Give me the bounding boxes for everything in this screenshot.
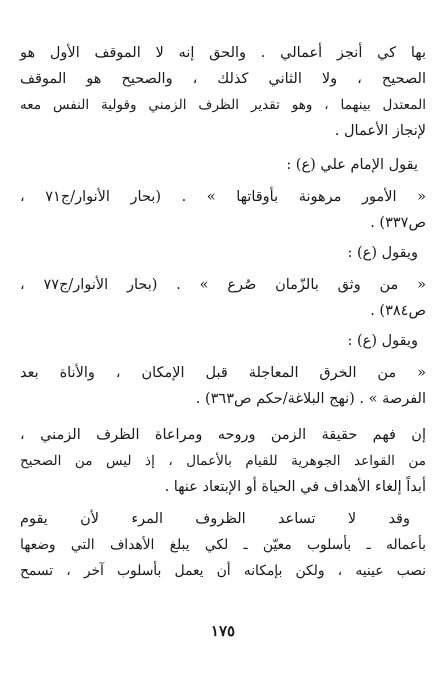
quote-intro: يقول الإمام علي (ع) : bbox=[286, 157, 418, 173]
text-line: المعتدل بينهما ، وهو تقدير الظرف الزمني وقولية النفس معه bbox=[20, 97, 426, 113]
text-line: أبداً إلغاء الأهداف في الحياة أو الإبتعاد عنها . bbox=[164, 479, 426, 495]
text-line: نصب عينيه ، ولكن بإمكانه أن يعمل بأسلوب آخر ، تسمح bbox=[20, 563, 426, 579]
page-number: ١٧٥ bbox=[210, 622, 236, 640]
text-line: الصحيح ، ولا الثاني كذلك ، والصحيح هو الموقف bbox=[20, 71, 426, 87]
text-line: لإنجاز الأعمال . bbox=[334, 123, 426, 139]
text-line: بها كي أنجز أعمالي . والحق إنه لا الموقف الأول هو bbox=[20, 45, 426, 61]
text-line: بأعماله ـ بأسلوب معيّن ـ لكي يبلغ الأهداف التي وضعها bbox=[20, 537, 426, 553]
quote-line: « من الخرق المعاجلة قبل الإمكان ، والأناة بعد bbox=[20, 365, 426, 381]
quote-line: « الأمور مرهونة بأوقاتها » . (بحار الأنوار/ج٧١ ، bbox=[20, 189, 427, 205]
text-line: إن فهم حقيقة الزمن وروحه ومراعاة الظرف الزمني ، bbox=[20, 427, 426, 443]
quote-intro: ويقول (ع) : bbox=[347, 245, 418, 261]
text-line: وقد لا تساعد الظروف المرء لأن يقوم bbox=[20, 511, 410, 527]
quote-line: الفرصة » . (نهج البلاغة/حكم ص٣٦٣) . bbox=[195, 391, 426, 407]
quote-line: ص٣٣٧) . bbox=[370, 215, 426, 231]
quote-line: ص٣٨٤) . bbox=[370, 303, 426, 319]
text-line: من القواعد الجوهرية للقيام بالأعمال ، إذ ليس من الصحيح bbox=[20, 453, 426, 469]
quote-intro: ويقول (ع) : bbox=[347, 333, 418, 349]
quote-line: « من وثق بالزّمان صُرع » . (بحار الأنوار/ج٧٧ ، bbox=[20, 277, 426, 293]
